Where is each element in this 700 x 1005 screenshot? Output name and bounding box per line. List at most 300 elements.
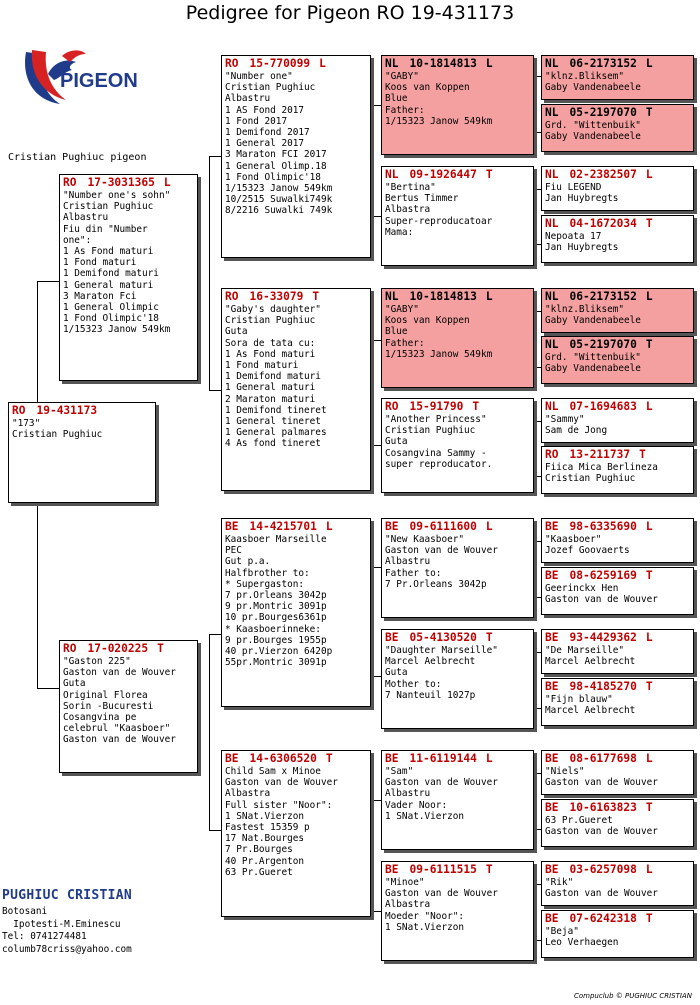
card-line: 1 General tineret	[225, 416, 321, 428]
card-line: 1 Fond maturi	[225, 360, 299, 372]
card-line: "Bertina"	[385, 182, 436, 193]
ring-sex: L	[645, 57, 653, 70]
ring-country: NL	[385, 290, 399, 303]
card-line: Grd. "Wittenbuik"	[545, 120, 641, 131]
ring-header	[385, 168, 531, 182]
card-line: Guta	[225, 326, 248, 338]
pigeon-card-subject[interactable]	[8, 402, 156, 503]
card-line: 1 AS Fond 2017	[225, 104, 305, 116]
ring-number: 02-2382507	[569, 168, 637, 181]
card-line: Super-reproducatoar	[385, 215, 493, 227]
card-line: Gaston van de Wouver	[385, 888, 498, 900]
ring-header	[225, 520, 368, 534]
ring-sex: T	[639, 448, 646, 461]
card-line: Marcel Aelbrecht	[545, 705, 636, 717]
card-line: 1 General Olimpic	[63, 302, 159, 314]
card-line: Albastra	[385, 899, 431, 911]
breeder-name: PUGHIUC CRISTIAN	[2, 888, 133, 903]
ring-sex: L	[485, 57, 493, 70]
card-line: PEC	[225, 545, 242, 557]
ring-country: NL	[545, 338, 559, 351]
ring-sex: T	[485, 631, 493, 644]
ring-sex: T	[645, 912, 653, 925]
card-line: 7 Pr.Orleans 3042p	[385, 578, 487, 590]
ring-number: 08-6177698	[569, 752, 637, 765]
ring-country: BE	[545, 569, 559, 582]
connector-line	[534, 476, 541, 477]
pigeon-card-gen5-9[interactable]	[541, 567, 694, 615]
connector-line	[534, 421, 541, 422]
pigeon-card-gen5-8[interactable]	[541, 518, 694, 563]
ring-sex: L	[645, 631, 653, 644]
card-line: Cristian Pughiuc	[12, 429, 103, 441]
ring-sex: T	[472, 400, 480, 413]
card-line: "Rik"	[545, 877, 574, 888]
connector-line	[534, 244, 541, 245]
ring-sex: T	[325, 752, 333, 765]
card-line: 3 Maraton Fci	[63, 290, 137, 302]
card-line: 63 Pr.Gueret	[225, 866, 293, 878]
ring-number: 93-4429362	[569, 631, 637, 644]
card-line: 1 As Fond maturi	[63, 246, 154, 258]
pigeon-card-gen5-3[interactable]	[541, 215, 694, 263]
pigeon-card-gen5-1[interactable]	[541, 104, 694, 152]
pigeon-card-gen4-6[interactable]	[381, 750, 534, 850]
card-line: Father:	[385, 337, 425, 349]
connector-line	[371, 911, 381, 912]
card-line: Koos van Koppen	[385, 82, 470, 94]
pigeon-card-dam[interactable]	[59, 640, 198, 773]
ring-sex: L	[645, 752, 653, 765]
card-line: Geerinckx Hen	[545, 583, 619, 594]
ring-country: NL	[385, 168, 399, 181]
connector-line	[371, 800, 381, 801]
card-line: Cristian Pughiuc	[225, 82, 316, 94]
ring-country: NL	[545, 106, 559, 119]
page-title: Pedigree for Pigeon RO 19-431173	[185, 2, 515, 24]
card-line: Gaston van de Wouver	[545, 777, 658, 789]
breeder-address: Ipotesti-M.Eminescu	[2, 918, 121, 930]
ring-country: NL	[545, 290, 559, 303]
ring-header	[385, 57, 531, 71]
pigeon-card-sire[interactable]	[59, 174, 198, 381]
connector-line	[371, 105, 381, 106]
ring-header	[545, 448, 691, 462]
pigeon-card-gen4-3[interactable]	[381, 398, 534, 493]
connector-line	[534, 367, 541, 368]
ring-sex: L	[645, 863, 653, 876]
ring-header	[545, 680, 691, 694]
card-line: Albastru	[63, 212, 109, 224]
ring-sex: L	[163, 176, 171, 189]
card-line: Vader Noor:	[385, 799, 448, 811]
connector-line	[371, 340, 372, 445]
ring-header	[385, 290, 531, 304]
card-line: Albastru	[385, 556, 431, 568]
ring-country: BE	[545, 752, 559, 765]
ring-header	[545, 752, 691, 766]
ring-country: RO	[385, 400, 399, 413]
connector-line	[534, 884, 535, 940]
card-line: Marcel Aelbrecht	[385, 656, 476, 668]
ring-country: NL	[545, 217, 559, 230]
footer-credit: Compuclub © PUGHIUC CRISTIAN	[574, 992, 692, 1000]
ring-country: BE	[385, 752, 399, 765]
card-line: Albastru	[225, 93, 271, 105]
card-line: Cristian Pughiuc	[545, 473, 636, 485]
ring-sex: T	[645, 217, 653, 230]
connector-line	[534, 773, 541, 774]
ring-header	[545, 106, 691, 120]
ring-number: 05-2197070	[569, 106, 637, 119]
card-line: Gaby Vandenabeele	[545, 363, 641, 375]
pigeon-card-gen5-13[interactable]	[541, 799, 694, 847]
owner-caption: Cristian Pughiuc pigeon	[8, 152, 147, 163]
card-line: Full sister "Noor":	[225, 799, 333, 811]
pigeon-card-gen5-7[interactable]	[541, 446, 694, 494]
ring-header	[225, 57, 368, 71]
connector-line	[534, 884, 541, 885]
connector-line	[534, 541, 535, 597]
ring-number: 98-4185270	[569, 680, 637, 693]
breeder-info	[2, 888, 222, 956]
ring-number: 14-4215701	[249, 520, 317, 533]
ring-country: RO	[545, 448, 559, 461]
card-line: "New Kaasboer"	[385, 534, 465, 545]
card-line: * Kaasboerinneke:	[225, 623, 321, 635]
card-line: Kaasboer Marseille	[225, 534, 327, 545]
card-line: 1 Demifond tineret	[225, 404, 327, 416]
ring-number: 09-6111515	[409, 863, 477, 876]
ring-header	[225, 752, 368, 766]
card-line: Moeder "Noor":	[385, 910, 465, 922]
ring-number: 10-1814813	[409, 57, 477, 70]
card-line: Gaston van de Wouver	[545, 594, 658, 606]
card-line: Bertus Timmer	[385, 193, 459, 205]
pigeon-card-gen5-5[interactable]	[541, 336, 694, 384]
ring-country: RO	[63, 176, 77, 189]
ring-header	[385, 863, 531, 877]
connector-line	[534, 652, 541, 653]
connector-line	[209, 634, 210, 830]
ring-number: 11-6119144	[409, 752, 477, 765]
card-line: super reproducator.	[385, 458, 493, 470]
pigeon-card-gen3-2[interactable]	[221, 518, 371, 707]
card-line: Fiica Mica Berlineza	[545, 462, 658, 473]
ring-number: 15-91790	[409, 400, 464, 413]
connector-line	[534, 773, 535, 829]
ring-number: 10-6163823	[569, 801, 637, 814]
card-line: Sam de Jong	[545, 425, 608, 437]
ring-number: 98-6335690	[569, 520, 637, 533]
pigeon-card-gen3-3[interactable]	[221, 750, 371, 917]
pigeon-card-gen5-12[interactable]	[541, 750, 694, 795]
ring-number: 14-6306520	[249, 752, 317, 765]
connector-line	[371, 567, 381, 568]
pigeon-card-gen4-7[interactable]	[381, 861, 534, 961]
ring-number: 10-1814813	[409, 290, 477, 303]
pigeon-card-gen5-2[interactable]	[541, 166, 694, 211]
connector-line	[37, 503, 38, 688]
connector-line	[534, 311, 535, 367]
connector-line	[534, 76, 535, 132]
card-line: 8/2216 Suwalki 749k	[225, 205, 333, 217]
card-line: "Minoe"	[385, 877, 425, 888]
card-line: 1 General maturi	[63, 279, 154, 291]
pigeon-card-gen4-1[interactable]	[381, 166, 534, 266]
connector-line	[534, 311, 541, 312]
connector-line	[534, 76, 541, 77]
card-line: "173"	[12, 418, 41, 429]
card-line: Guta	[385, 436, 408, 448]
card-line: "Fijn blauw"	[545, 694, 613, 705]
connector-line	[371, 445, 381, 446]
breeder-email[interactable]: columb78criss@yahoo.com	[2, 943, 132, 955]
card-line: 3 Maraton FCI 2017	[225, 149, 327, 161]
card-line: 2 Maraton maturi	[225, 393, 316, 405]
card-line: 1 Fond Olimpic'18	[63, 313, 159, 325]
ring-country: BE	[545, 912, 559, 925]
card-line: Blue	[385, 326, 408, 338]
logo-text: PIGEON	[60, 70, 138, 92]
ring-number: 17-3031365	[87, 176, 155, 189]
card-line: Fastest 15359 p	[225, 822, 310, 834]
card-line: 1 SNat.Vierzon	[225, 810, 305, 822]
card-line: 17 Nat.Bourges	[225, 833, 305, 845]
ring-sex: T	[645, 569, 653, 582]
connector-line	[209, 156, 210, 390]
ring-country: BE	[545, 680, 559, 693]
card-line: "Gaston 225"	[63, 656, 131, 667]
ring-header	[545, 520, 691, 534]
ring-header	[545, 569, 691, 583]
card-line: 1 SNat.Vierzon	[385, 810, 465, 822]
ring-country: NL	[545, 168, 559, 181]
pigeon-card-gen4-0[interactable]	[381, 55, 534, 155]
card-line: Fiu din "Number	[63, 223, 148, 235]
connector-line	[209, 156, 221, 157]
ring-country: RO	[225, 290, 239, 303]
card-line: 1 Demifond 2017	[225, 127, 310, 139]
pigeon-card-gen4-2[interactable]	[381, 288, 534, 388]
ring-country: BE	[385, 631, 399, 644]
connector-line	[371, 340, 381, 341]
card-line: "Daughter Marseille"	[385, 645, 498, 656]
card-line: 1 General Olimp.18	[225, 160, 327, 172]
ring-country: BE	[225, 520, 239, 533]
ring-sex: L	[485, 290, 493, 303]
card-line: Albastra	[225, 788, 271, 800]
ring-sex: L	[645, 400, 653, 413]
card-line: Jan Huybregts	[545, 242, 619, 254]
card-line: Father:	[385, 104, 425, 116]
card-line: "Kaasboer"	[545, 534, 602, 545]
card-line: * Supergaston:	[225, 578, 305, 590]
ring-sex: T	[645, 680, 653, 693]
pigeon-card-gen4-5[interactable]	[381, 629, 534, 729]
card-line: "Beja"	[545, 926, 579, 937]
connector-line	[37, 281, 38, 410]
card-line: Guta	[63, 678, 86, 690]
card-line: 1 As Fond maturi	[225, 348, 316, 360]
connector-line	[534, 132, 541, 133]
card-line: 63 Pr.Gueret	[545, 815, 613, 826]
card-line: Grd. "Wittenbuik"	[545, 352, 641, 363]
ring-number: 15-770099	[249, 57, 311, 70]
ring-number: 07-6242318	[569, 912, 637, 925]
ring-header	[545, 400, 691, 414]
card-line: "Another Princess"	[385, 414, 487, 425]
ring-header	[545, 57, 691, 71]
card-line: Nepoata 17	[545, 231, 602, 242]
card-line: Gaston van de Wouver	[225, 777, 338, 789]
connector-line	[37, 688, 59, 689]
card-line: 55pr.Montric 3091p	[225, 657, 327, 669]
ring-number: 04-1672034	[569, 217, 637, 230]
card-line: 7 Nanteuil 1027p	[385, 689, 476, 701]
ring-header	[385, 520, 531, 534]
card-line: 40 pr.Vierzon 6420p	[225, 646, 333, 658]
card-line: 1 General 2017	[225, 138, 305, 150]
card-line: "Sammy"	[545, 414, 585, 425]
ring-country: NL	[545, 57, 559, 70]
ring-number: 19-431173	[36, 404, 98, 417]
pigeon-card-gen5-11[interactable]	[541, 678, 694, 726]
ring-sex: T	[485, 863, 493, 876]
ring-header	[385, 400, 531, 414]
ring-country: BE	[225, 752, 239, 765]
connector-line	[534, 829, 541, 830]
ring-country: BE	[545, 801, 559, 814]
card-line: 1 Demifond maturi	[225, 371, 321, 383]
pigeon-card-gen4-4[interactable]	[381, 518, 534, 618]
pigeon-card-gen5-4[interactable]	[541, 288, 694, 333]
card-line: Gaston van de Wouver	[545, 826, 658, 838]
card-line: Halfbrother to:	[225, 567, 310, 579]
ring-number: 09-6111600	[409, 520, 477, 533]
card-line: Father to:	[385, 567, 442, 579]
card-line: 1 General palmares	[225, 427, 327, 439]
connector-line	[209, 634, 221, 635]
card-line: one":	[63, 234, 92, 246]
ring-number: 03-6257098	[569, 863, 637, 876]
card-line: "De Marseille"	[545, 645, 625, 656]
ring-header	[385, 631, 531, 645]
card-line: Gaby Vandenabeele	[545, 131, 641, 143]
card-line: 7 pr.Orleans 3042p	[225, 590, 327, 602]
card-line: Child Sam x Minoe	[225, 766, 321, 777]
breeder-city: Botosani	[2, 906, 48, 917]
ring-number: 06-2173152	[569, 290, 637, 303]
ring-header	[12, 404, 153, 418]
connector-line	[534, 940, 541, 941]
ring-number: 06-2173152	[569, 57, 637, 70]
pigeon-card-gen3-0[interactable]	[221, 55, 371, 258]
ring-header	[545, 801, 691, 815]
pigeon-card-gen5-14[interactable]	[541, 861, 694, 906]
card-line: "Niels"	[545, 766, 585, 777]
ring-number: 17-020225	[87, 642, 149, 655]
ring-number: 13-211737	[569, 448, 631, 461]
connector-line	[209, 390, 221, 391]
connector-line	[534, 421, 535, 476]
ring-country: RO	[12, 404, 26, 417]
pigeon-card-gen3-1[interactable]	[221, 288, 371, 491]
card-line: Gaby Vandenabeele	[545, 315, 641, 327]
ring-sex: L	[645, 520, 653, 533]
pigeon-card-gen5-0[interactable]	[541, 55, 694, 100]
card-line: 9 pr.Montric 3091p	[225, 601, 327, 613]
card-line: Mother to:	[385, 678, 442, 690]
card-line: Gaston van de Wouver	[63, 734, 176, 746]
card-line: Sorin -Bucuresti	[63, 700, 154, 712]
connector-line	[37, 281, 59, 282]
card-line: Albastru	[385, 788, 431, 800]
connector-line	[209, 830, 221, 831]
ring-header	[385, 752, 531, 766]
ring-number: 07-1694683	[569, 400, 637, 413]
pigeon-card-gen5-15[interactable]	[541, 910, 694, 958]
ring-number: 09-1926447	[409, 168, 477, 181]
ring-header	[225, 290, 368, 304]
pigeon-card-gen5-6[interactable]	[541, 398, 694, 443]
card-line: "Sam"	[385, 766, 414, 777]
connector-line	[534, 708, 541, 709]
pigeon-card-gen5-10[interactable]	[541, 629, 694, 674]
ring-header	[545, 338, 691, 352]
breeder-phone: Tel: 0741274481	[2, 931, 87, 942]
card-line: 1 Fond 2017	[225, 115, 288, 127]
ring-country: BE	[385, 520, 399, 533]
connector-line	[371, 216, 381, 217]
ring-sex: L	[325, 520, 333, 533]
card-line: "klnz.Bliksem"	[545, 304, 625, 315]
ring-header	[545, 168, 691, 182]
card-line: 10 pr.Bourges6361p	[225, 612, 327, 624]
ring-header	[545, 912, 691, 926]
card-line: Jozef Goovaerts	[545, 545, 630, 557]
card-line: 1/15323 Janow 549km	[385, 348, 493, 360]
connector-line	[534, 189, 541, 190]
card-line: Gaston van de Wouver	[545, 888, 658, 900]
connector-line	[534, 541, 541, 542]
ring-number: 16-33079	[249, 290, 304, 303]
card-line: Leo Verhaegen	[545, 937, 619, 949]
card-line: Jan Huybregts	[545, 193, 619, 205]
card-line: Gaston van de Wouver	[385, 545, 498, 557]
ring-sex: T	[645, 106, 653, 119]
ring-country: NL	[385, 57, 399, 70]
connector-line	[371, 105, 372, 216]
ring-sex: T	[485, 168, 493, 181]
card-line: Cosangvina Sammy -	[385, 447, 487, 459]
ring-country: NL	[545, 400, 559, 413]
ring-number: 08-6259169	[569, 569, 637, 582]
card-line: "klnz.Bliksem"	[545, 71, 625, 82]
ring-number: 05-4130520	[409, 631, 477, 644]
card-line: Albastra	[385, 204, 431, 216]
ring-header	[545, 631, 691, 645]
card-line: 10/2515 Suwalki749k	[225, 194, 333, 206]
connector-line	[534, 652, 535, 708]
card-line: 4 As fond tineret	[225, 438, 321, 450]
card-line: Gaston van de Wouver	[385, 777, 498, 789]
connector-line	[534, 189, 535, 244]
ring-header	[63, 642, 195, 656]
ring-sex: T	[645, 338, 653, 351]
card-line: "Number one"	[225, 71, 293, 82]
card-line: Gaby Vandenabeele	[545, 82, 641, 94]
